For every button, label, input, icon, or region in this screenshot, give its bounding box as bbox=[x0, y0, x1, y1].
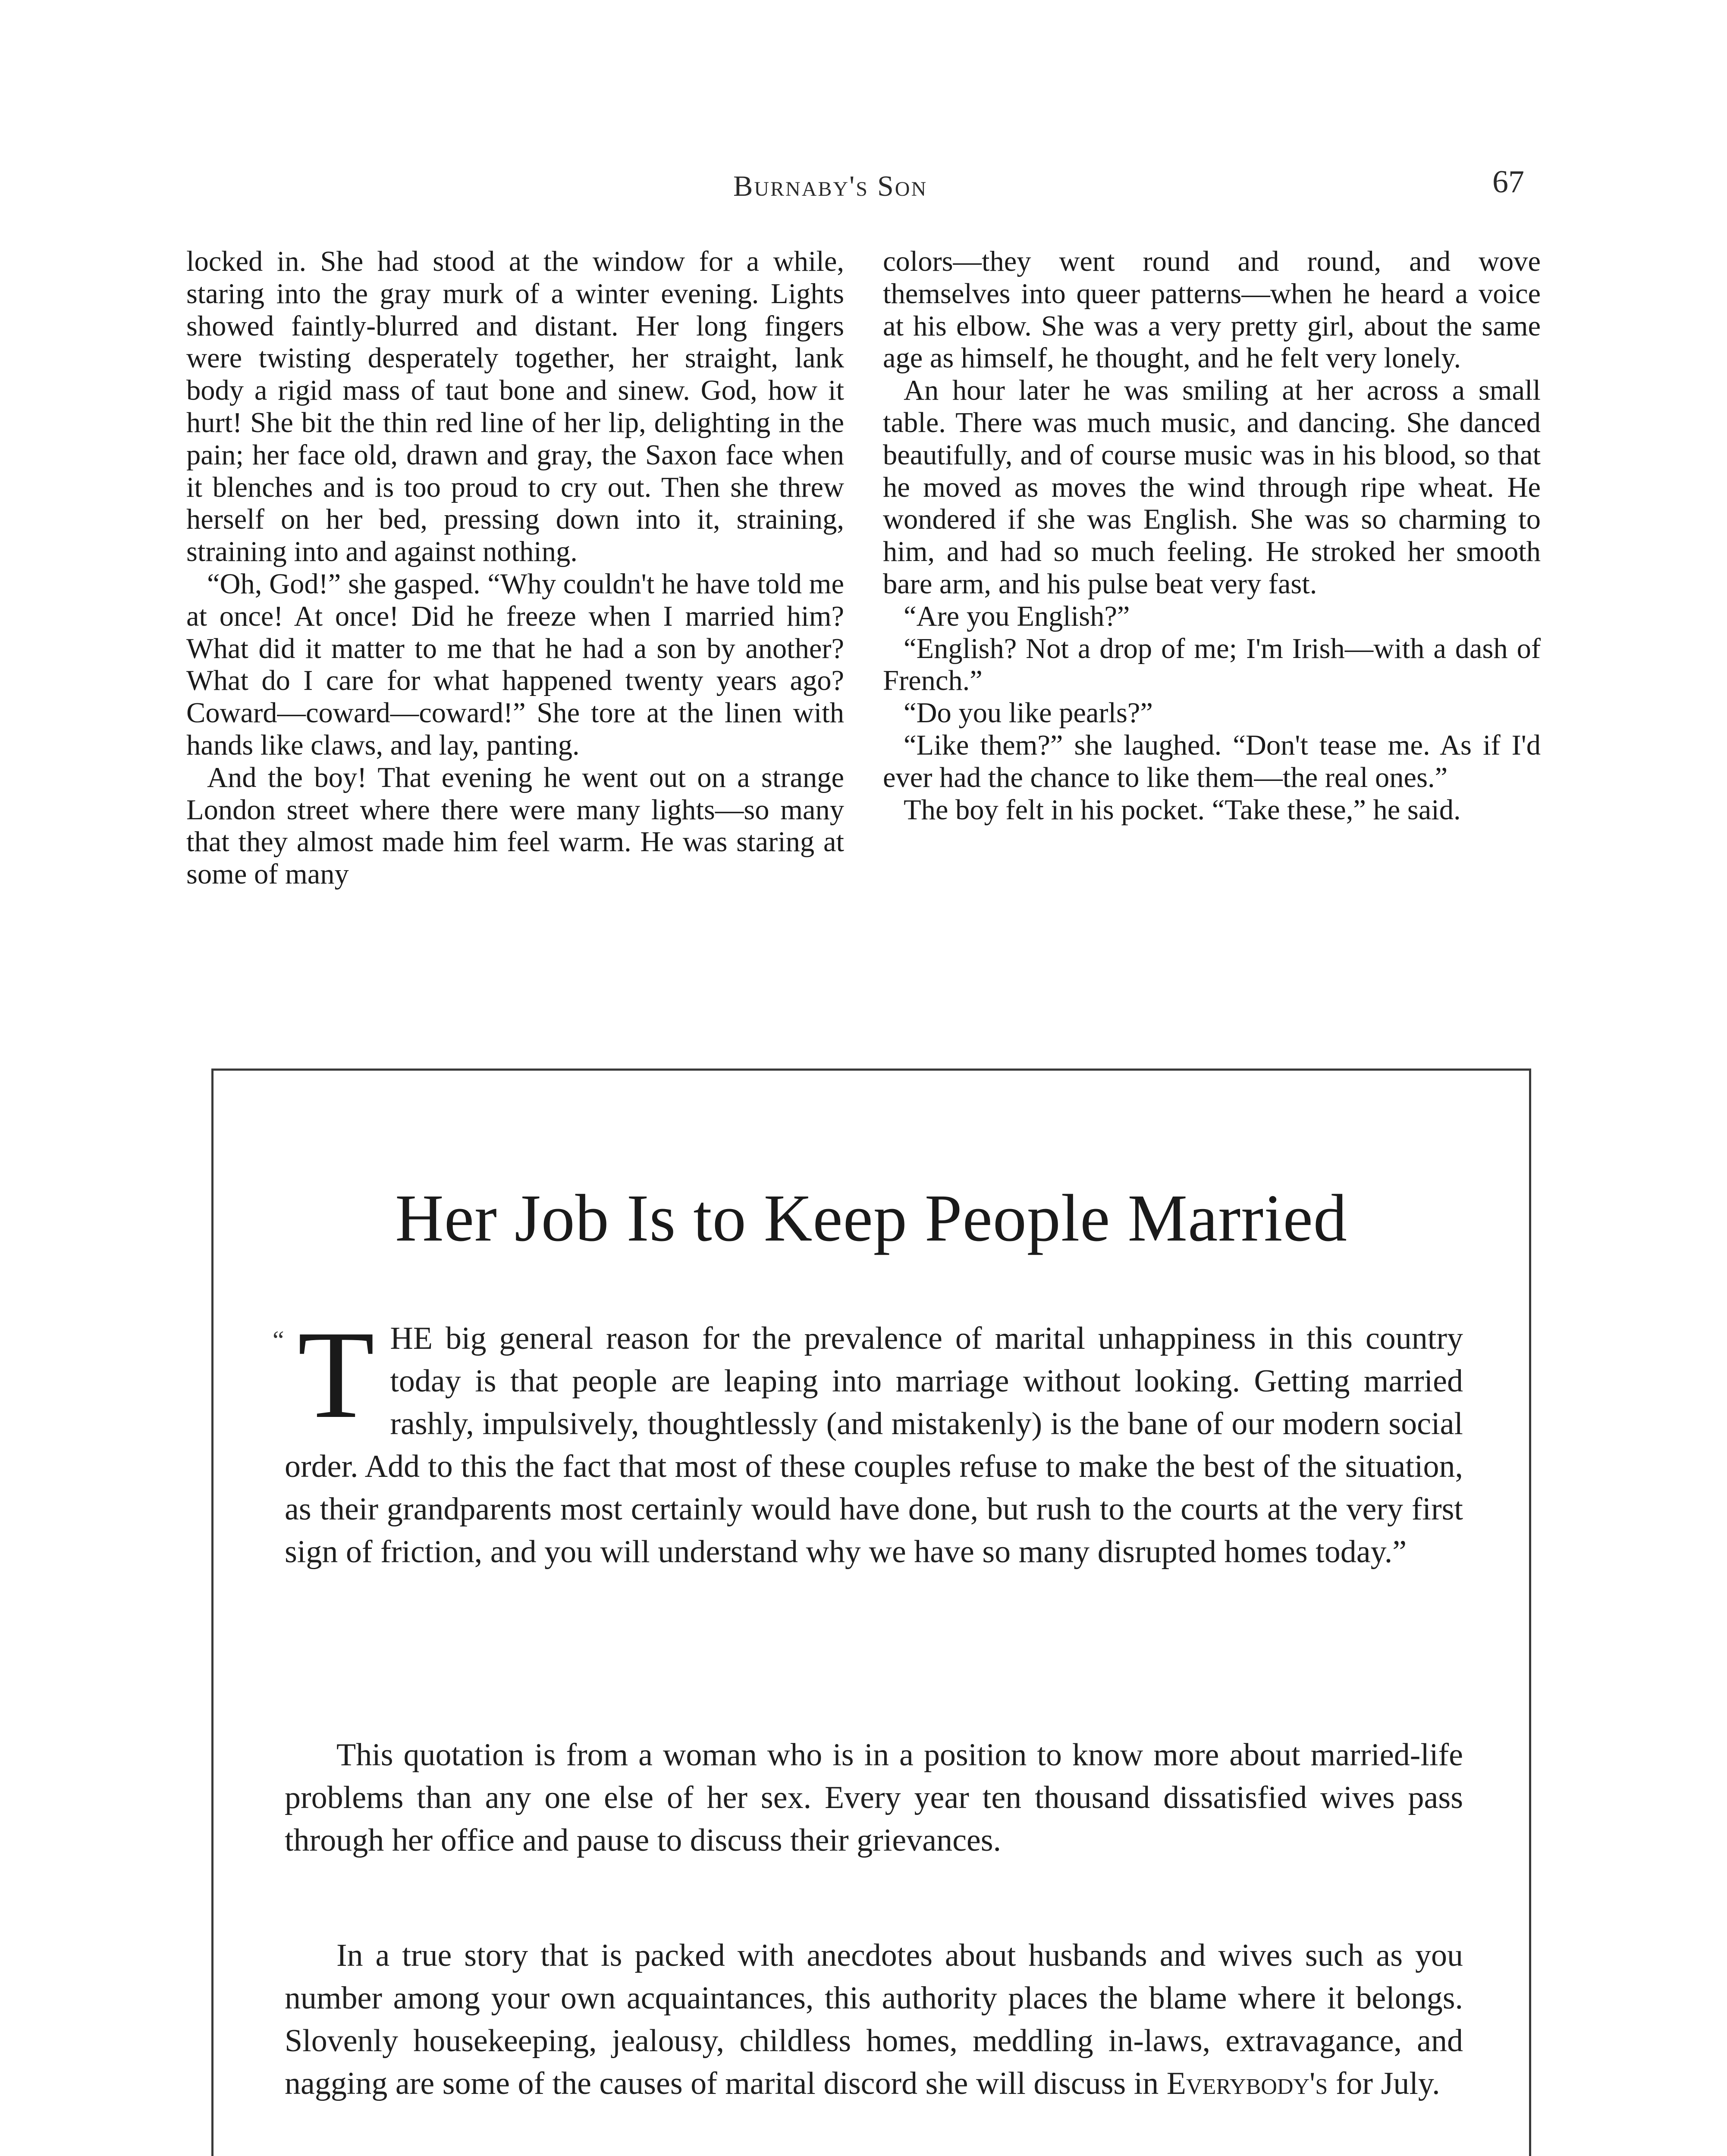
story-paragraph: colors—they went round and round, and wove themselves into queer patterns—when he heard a voice at his elbow. She was a very pretty girl, about the same age as himself, he thought, and he felt very lonely. bbox=[883, 246, 1541, 374]
story-paragraph: “Like them?” she laughed. “Don't tease me. As if I'd ever had the chance to like them—the real ones.” bbox=[883, 729, 1541, 793]
story-right-column bbox=[883, 246, 1541, 891]
story-paragraph: “Are you English?” bbox=[904, 600, 1130, 632]
ad-paragraph-three-text: In a true story that is packed with anecdotes about husbands and wives such as you number among your own acquaintances, this authority places the blame where it belongs. Slovenly housekeeping, jealousy, childless homes, meddling in-laws, extravagance, and nagging are some of the causes of marital discord she will discuss in bbox=[285, 1938, 1463, 2101]
magazine-name: Everybody's bbox=[1166, 2066, 1328, 2101]
story-paragraph: “Oh, God!” she gasped. “Why couldn't he have told me at once! At once! Did he freeze when I married him? What did it matter to me that he had a son by another? What do I care for what happened twenty years ago? Coward—coward—coward!” She tore at the linen with hands like claws, and lay, panting. bbox=[186, 568, 844, 761]
story-text-columns bbox=[186, 246, 1541, 891]
story-paragraph: An hour later he was smiling at her across a small table. There was much music, and dancing. She danced beautifully, and of course music was in his blood, so that he moved as moves the wind through ripe wheat. He wondered if she was English. She was so charming to him, and had so much feeling. He stroked her smooth bare arm, and his pulse beat very fast. bbox=[883, 375, 1541, 600]
ad-quote-paragraph bbox=[273, 1305, 1463, 1573]
story-paragraph: The boy felt in his pocket. “Take these,” he said. bbox=[904, 794, 1461, 826]
running-title: Burnaby's Son bbox=[733, 169, 928, 202]
open-quote-mark: “ bbox=[273, 1326, 284, 1354]
page-number: 67 bbox=[1492, 164, 1524, 200]
ad-paragraph-three bbox=[285, 1934, 1463, 2105]
drop-cap: T bbox=[298, 1305, 375, 1445]
ad-paragraph-three-end: for July. bbox=[1335, 2066, 1440, 2101]
ad-quote-text: HE big general reason for the prevalence of marital unhappiness in this country today is that people are leaping into marriage without looking. Getting married rashly, impulsively, thoughtlessly (and mistakenly) is the bane of our modern social order. Add to this the fact that most of these couples refuse to make the best of the situation, as their grandparents most certainly would have done, but rush to the courts at the very first sign of friction, and you will understand why we have so many disrupted homes today.” bbox=[285, 1321, 1463, 1570]
story-paragraph: “English? Not a drop of me; I'm Irish—with a dash of French.” bbox=[883, 633, 1541, 697]
story-paragraph: And the boy! That evening he went out on a strange London street where there were many lights—so many that they almost made him feel warm. He was staring at some of many bbox=[186, 761, 844, 890]
ad-heading: Her Job Is to Keep People Married bbox=[395, 1181, 1347, 1255]
ad-paragraph-two: This quotation is from a woman who is in a position to know more about married-life problems than any one else of her sex. Every year ten thousand dissatisfied wives pass through her office and pause to discuss their grievances. bbox=[285, 1737, 1463, 1858]
story-paragraph: “Do you like pearls?” bbox=[904, 697, 1153, 729]
story-left-column bbox=[186, 246, 844, 891]
story-paragraph: locked in. She had stood at the window for a while, staring into the gray murk of a winter evening. Lights showed faintly-blurred and distant. Her long fingers were twisting desperately together, her straight, lank body a rigid mass of taut bone and sinew. God, how it hurt! She bit the thin red line of her lip, delighting in the pain; her face old, drawn and gray, the Saxon face when it blenches and is too proud to cry out. Then she threw herself on her bed, pressing down into it, straining, straining into and against nothing. bbox=[186, 246, 844, 568]
advertisement-box bbox=[211, 1069, 1531, 2156]
